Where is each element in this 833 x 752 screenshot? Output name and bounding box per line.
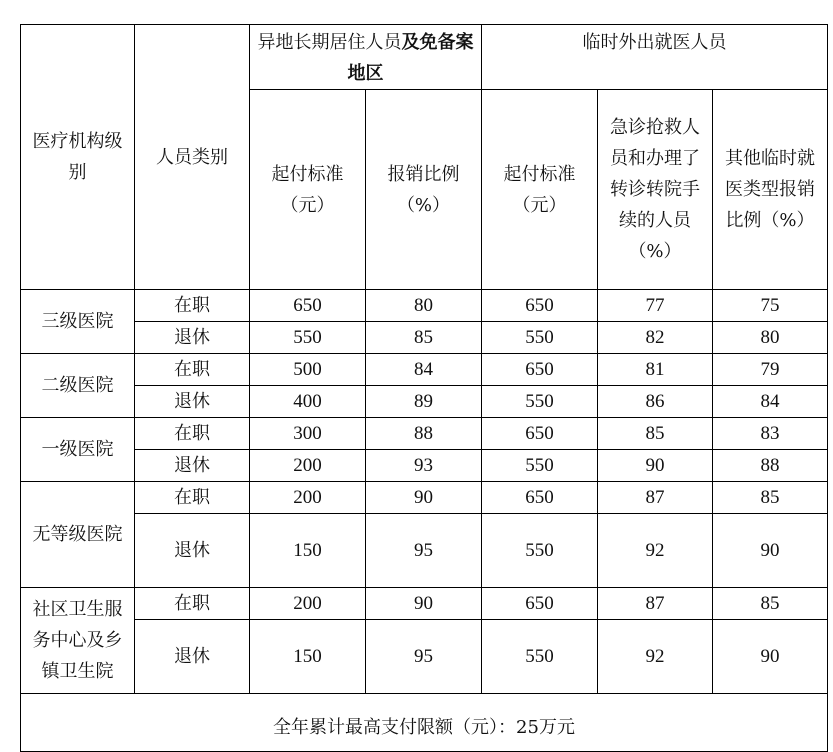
cell-temp-other-ratio: 88 <box>713 450 828 482</box>
cell-temp-other-ratio: 83 <box>713 418 828 450</box>
row-level: 三级医院 <box>21 290 135 354</box>
table-row <box>21 354 828 386</box>
cell-remote-ratio: 95 <box>366 620 482 694</box>
header-remote-deductible: 起付标准（元） <box>250 90 366 290</box>
row-category: 在职 <box>135 354 250 386</box>
cell-temp-other-ratio: 84 <box>713 386 828 418</box>
row-category: 退休 <box>135 322 250 354</box>
cell-remote-ratio: 90 <box>366 482 482 514</box>
cell-remote-ratio: 89 <box>366 386 482 418</box>
cell-remote-ratio: 85 <box>366 322 482 354</box>
cell-remote-ratio: 80 <box>366 290 482 322</box>
row-category: 退休 <box>135 386 250 418</box>
cell-remote-ratio: 84 <box>366 354 482 386</box>
cell-temp-other-ratio: 85 <box>713 588 828 620</box>
annual-limit-note: 全年累计最高支付限额（元）：25万元 <box>21 694 828 752</box>
cell-temp-emergency-ratio: 85 <box>598 418 713 450</box>
cell-temp-emergency-ratio: 86 <box>598 386 713 418</box>
cell-temp-emergency-ratio: 92 <box>598 620 713 694</box>
row-category: 在职 <box>135 588 250 620</box>
cell-remote-deductible: 200 <box>250 450 366 482</box>
table-row <box>21 482 828 514</box>
cell-temp-deductible: 550 <box>482 620 598 694</box>
table-row <box>21 588 828 620</box>
cell-temp-emergency-ratio: 81 <box>598 354 713 386</box>
row-level: 社区卫生服务中心及乡镇卫生院 <box>21 588 135 694</box>
cell-remote-deductible: 400 <box>250 386 366 418</box>
cell-temp-other-ratio: 79 <box>713 354 828 386</box>
header-temp-group: 临时外出就医人员 <box>482 25 828 90</box>
cell-temp-deductible: 650 <box>482 354 598 386</box>
cell-temp-emergency-ratio: 77 <box>598 290 713 322</box>
header-remote-group <box>250 25 482 90</box>
cell-remote-ratio: 93 <box>366 450 482 482</box>
cell-temp-other-ratio: 80 <box>713 322 828 354</box>
cell-remote-deductible: 150 <box>250 514 366 588</box>
table-row <box>21 514 828 588</box>
row-level: 无等级医院 <box>21 482 135 588</box>
cell-temp-emergency-ratio: 90 <box>598 450 713 482</box>
cell-temp-deductible: 650 <box>482 482 598 514</box>
header-temp-other-ratio: 其他临时就医类型报销比例（%） <box>713 90 828 290</box>
table-row <box>21 386 828 418</box>
cell-remote-deductible: 200 <box>250 588 366 620</box>
header-remote-ratio: 报销比例（%） <box>366 90 482 290</box>
row-category: 在职 <box>135 418 250 450</box>
row-level: 二级医院 <box>21 354 135 418</box>
cell-temp-emergency-ratio: 87 <box>598 482 713 514</box>
header-remote-group-a: 异地长期居住人员 <box>257 32 402 53</box>
table-row <box>21 450 828 482</box>
header-temp-deductible: 起付标准（元） <box>482 90 598 290</box>
cell-remote-ratio: 90 <box>366 588 482 620</box>
cell-remote-deductible: 300 <box>250 418 366 450</box>
cell-remote-deductible: 500 <box>250 354 366 386</box>
cell-temp-deductible: 550 <box>482 514 598 588</box>
table-row <box>21 418 828 450</box>
header-temp-emergency-ratio: 急诊抢救人员和办理了转诊转院手续的人员（%） <box>598 90 713 290</box>
row-category: 在职 <box>135 482 250 514</box>
cell-temp-other-ratio: 75 <box>713 290 828 322</box>
row-category: 退休 <box>135 514 250 588</box>
row-category: 退休 <box>135 620 250 694</box>
cell-temp-other-ratio: 85 <box>713 482 828 514</box>
table-row <box>21 620 828 694</box>
table-row <box>21 322 828 354</box>
header-remote-group-b: 及免备案地区 <box>347 32 474 84</box>
header-category: 人员类别 <box>135 25 250 290</box>
table-row <box>21 290 828 322</box>
cell-temp-deductible: 550 <box>482 386 598 418</box>
cell-remote-deductible: 650 <box>250 290 366 322</box>
cell-remote-ratio: 88 <box>366 418 482 450</box>
cell-temp-deductible: 650 <box>482 418 598 450</box>
cell-remote-deductible: 550 <box>250 322 366 354</box>
row-category: 退休 <box>135 450 250 482</box>
cell-temp-deductible: 650 <box>482 588 598 620</box>
cell-temp-deductible: 550 <box>482 450 598 482</box>
row-level: 一级医院 <box>21 418 135 482</box>
row-category: 在职 <box>135 290 250 322</box>
cell-temp-emergency-ratio: 92 <box>598 514 713 588</box>
cell-remote-ratio: 95 <box>366 514 482 588</box>
header-row-1 <box>21 25 828 90</box>
cell-temp-deductible: 650 <box>482 290 598 322</box>
cell-temp-other-ratio: 90 <box>713 620 828 694</box>
cell-temp-emergency-ratio: 82 <box>598 322 713 354</box>
cell-remote-deductible: 200 <box>250 482 366 514</box>
reimbursement-table <box>20 24 828 752</box>
cell-temp-deductible: 550 <box>482 322 598 354</box>
cell-temp-other-ratio: 90 <box>713 514 828 588</box>
header-level: 医疗机构级别 <box>21 25 135 290</box>
footer-row <box>21 694 828 752</box>
cell-remote-deductible: 150 <box>250 620 366 694</box>
cell-temp-emergency-ratio: 87 <box>598 588 713 620</box>
